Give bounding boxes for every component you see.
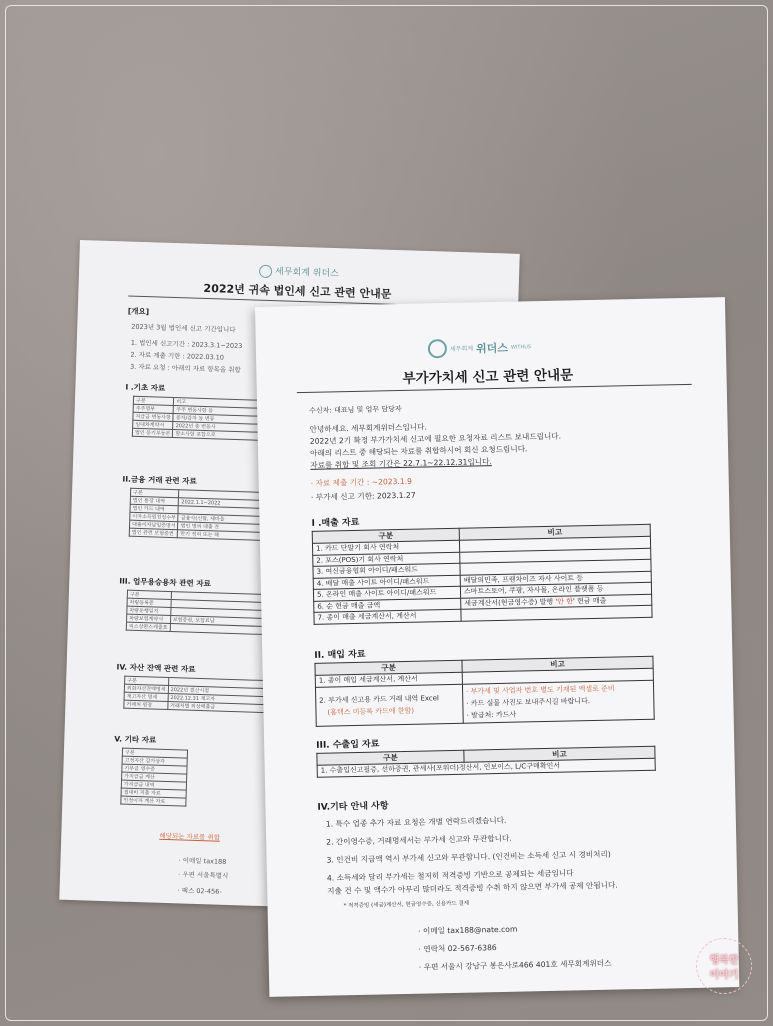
table-row: 6. 순 현금 매출 금액 세금계산서(현금영수증) 발행 '안 한' 현금 매출: [314, 594, 652, 613]
back-section-title: V. 기타 자료: [114, 734, 157, 745]
back-table-basic: 구분 비고 주주명부 주주 변동사항 등 지급금 변동사항 증자/감자 등 변동 임대차계약서 2022년 중 변동사 법인 등기부등본 말소사항 포함으로: [132, 396, 330, 443]
table-row: 7. 종이 매출 세금계산서, 계산서: [314, 605, 652, 624]
logo-circle-icon: [259, 265, 272, 278]
table-row: 2. 포스(POS)기 회사 연락처: [313, 548, 651, 567]
badge-line: 이야기: [709, 970, 739, 981]
watermark-badge: [692, 934, 756, 998]
back-logo-text: 세무회계 위더스: [274, 267, 339, 280]
badge-ring: [696, 938, 752, 994]
note-item: 1. 특수 업종 추가 자료 요청은 개별 연락드리겠습니다.: [325, 815, 507, 829]
intro-period: 자료를 취합 및 조회 기간은 22.7.1~22.12.31입니다.: [310, 457, 492, 470]
back-item: 1. 법인세 신고기간 : 2023.3.1~2023: [130, 338, 243, 351]
logo-circle-icon: [428, 339, 447, 358]
front-title: 부가가치세 신고 관련 안내문: [402, 367, 574, 387]
front-title-rule: [297, 384, 692, 393]
front-logo: [428, 337, 532, 358]
table-row: 2. 부가세 신고용 카드 거래 내역 Excel (홈택스 미등록 카드에 한함) · 부가세 및 사업자 번호 별도 기재된 엑셀로 준비 · 카드 실물 사진도 보내주시길 바랍니다. · 발급처: 카드사: [315, 680, 654, 726]
back-item: 2. 자료 제출 기한 : 2022.03.10: [130, 350, 225, 362]
logo-big-text: 위더스: [475, 341, 509, 355]
deadline-report: · 부가세 신고 기한: 2023.1.27: [310, 490, 416, 502]
back-contact: · 팩스 02-456-: [177, 886, 222, 896]
table-header: 구분: [317, 750, 464, 765]
back-table-vehicle: 구분 차량등록증 차량운행일지 차량보험계약서 보험증권, 보험료납 리스상환스케줄표: [126, 590, 327, 637]
table-row: 5. 온라인 매출 사이트 아이디/패스워드 스마트스토어, 쿠팡, 자사몰, 온라인 플랫폼 등: [313, 582, 651, 601]
table-row: 1. 수출입신고필증, 선하증권, 관세사(포워더)정산서, 인보이스, L/C구매확인서: [317, 758, 655, 777]
back-contact: · 우편 서울특별시: [177, 870, 229, 880]
table-row: 4. 배달 매출 사이트 아이디/패스워드 배달의민족, 프랜차이즈 자사 사이트 등: [313, 571, 651, 590]
note-item: 3. 인건비 지급액 역시 부가세 신고와 무관합니다. (인건비는 소득세 신고 시 경비처리): [326, 849, 611, 865]
back-title: 2022년 귀속 법인세 신고 관련 안내문: [203, 281, 392, 301]
sales-table: [312, 524, 653, 625]
contact-email: · 이메일 tax188@nate.com: [418, 924, 518, 936]
purchase-table: [314, 656, 654, 727]
intro-line: 2022년 2기 확정 부가가치세 신고에 필요한 요청자료 리스트 보내드립니다.: [309, 431, 562, 446]
back-section-title: II.금융 거래 관련 자료: [122, 474, 197, 486]
note-item: 지출 건 수 및 액수가 아무리 많더라도 적격증빙 수취 하지 않으면 부가세 공제 안됩니다.: [327, 880, 618, 896]
import-export-table: [316, 746, 655, 778]
table-row: 1. 종이 매입 세금계산서, 계산서: [315, 668, 653, 687]
vat-notice-sheet: [255, 297, 739, 997]
table-header: 구분: [312, 528, 459, 543]
note-item: 4. 소득세와 달리 부가세는 철저히 적격증빙 기반으로 공제되는 세금입니다: [326, 868, 574, 883]
table-row: 3. 여신금융협회 아이디/패스워드: [313, 559, 651, 578]
back-contact: · 이메일 tax188: [178, 856, 227, 866]
back-footer-note: 해당되는 자료를 취합: [159, 831, 221, 842]
table-row: 1. 카드 단말기 회사 연락처: [312, 536, 650, 555]
back-table-assets: 구분 외화자산잔액명세 2022년 결산시점 재고자산 명세 2022.12.31 재고자 거래처 원장 거래처별 외상매출금: [123, 676, 324, 715]
back-section-title: IV. 자산 잔액 관련 자료: [116, 662, 196, 674]
sec2-title: II. 매입 자료: [314, 649, 366, 661]
back-overview-header: [개요]: [127, 306, 150, 317]
table-header: 비고: [459, 524, 650, 540]
back-overview-line: 2023년 3월 법인세 신고 기간입니다: [131, 322, 236, 334]
back-section-title: III. 업무용승용차 관련 자료: [119, 576, 211, 589]
back-item: 3. 자료 요청 : 아래의 자료 항목을 취합: [129, 362, 241, 375]
intro-line: 아래의 리스트 중 해당되는 자료를 취합하시어 회신 요청드립니다.: [309, 444, 528, 458]
contact-phone: · 연락처 02-567-6386: [418, 943, 497, 954]
contact-post: · 우편 서울시 강남구 봉은사로466 401호 세무회계위더스: [418, 958, 612, 972]
note-item: 2. 간이영수증, 거래명세서는 부가세 신고와 무관합니다.: [326, 833, 512, 847]
logo-en-text: WITHUS: [510, 343, 532, 351]
intro-line: 안녕하세요. 세무회계위더스입니다.: [309, 422, 427, 434]
table-header: 비고: [464, 746, 655, 762]
back-table-finance: 구분 법인 통장 내역 2022.1.1~2022 법인 카드 내역 이자소득원천징수부 금융사(신협, 새마을 대출이자납입증명서 법인 명의 대출 잔 법인 관련 보험증권 만기 정리 또는 해: [129, 488, 335, 543]
deadline-submit: · 자료 제출 기간 : ~2023.1.9: [310, 476, 413, 488]
sec1-title: I .매출 자료: [311, 517, 360, 529]
recipient: 수신자: 대표님 및 업무 담당자: [309, 404, 402, 415]
table-header: 비고: [462, 656, 653, 672]
logo-small-text: 세무회계: [449, 345, 474, 353]
back-section-title: I .기초 자료: [125, 382, 166, 393]
note-footnote: * 적격증빙 (세금)계산서, 현금영수증, 신용카드 결제: [343, 900, 470, 910]
back-logo: [259, 264, 339, 280]
badge-line: 행복한: [709, 955, 739, 966]
table-header: 구분: [315, 660, 462, 675]
sec3-title: III. 수출입 자료: [316, 739, 380, 751]
sec4-title: IV.기타 안내 사항: [317, 801, 389, 813]
back-table-misc: 구분 고정자산 감가상각 기부금 영수증 가지급금 계산 가지급금 내역 접대비 지출 자료 인정이자 계산 자료: [120, 748, 188, 807]
